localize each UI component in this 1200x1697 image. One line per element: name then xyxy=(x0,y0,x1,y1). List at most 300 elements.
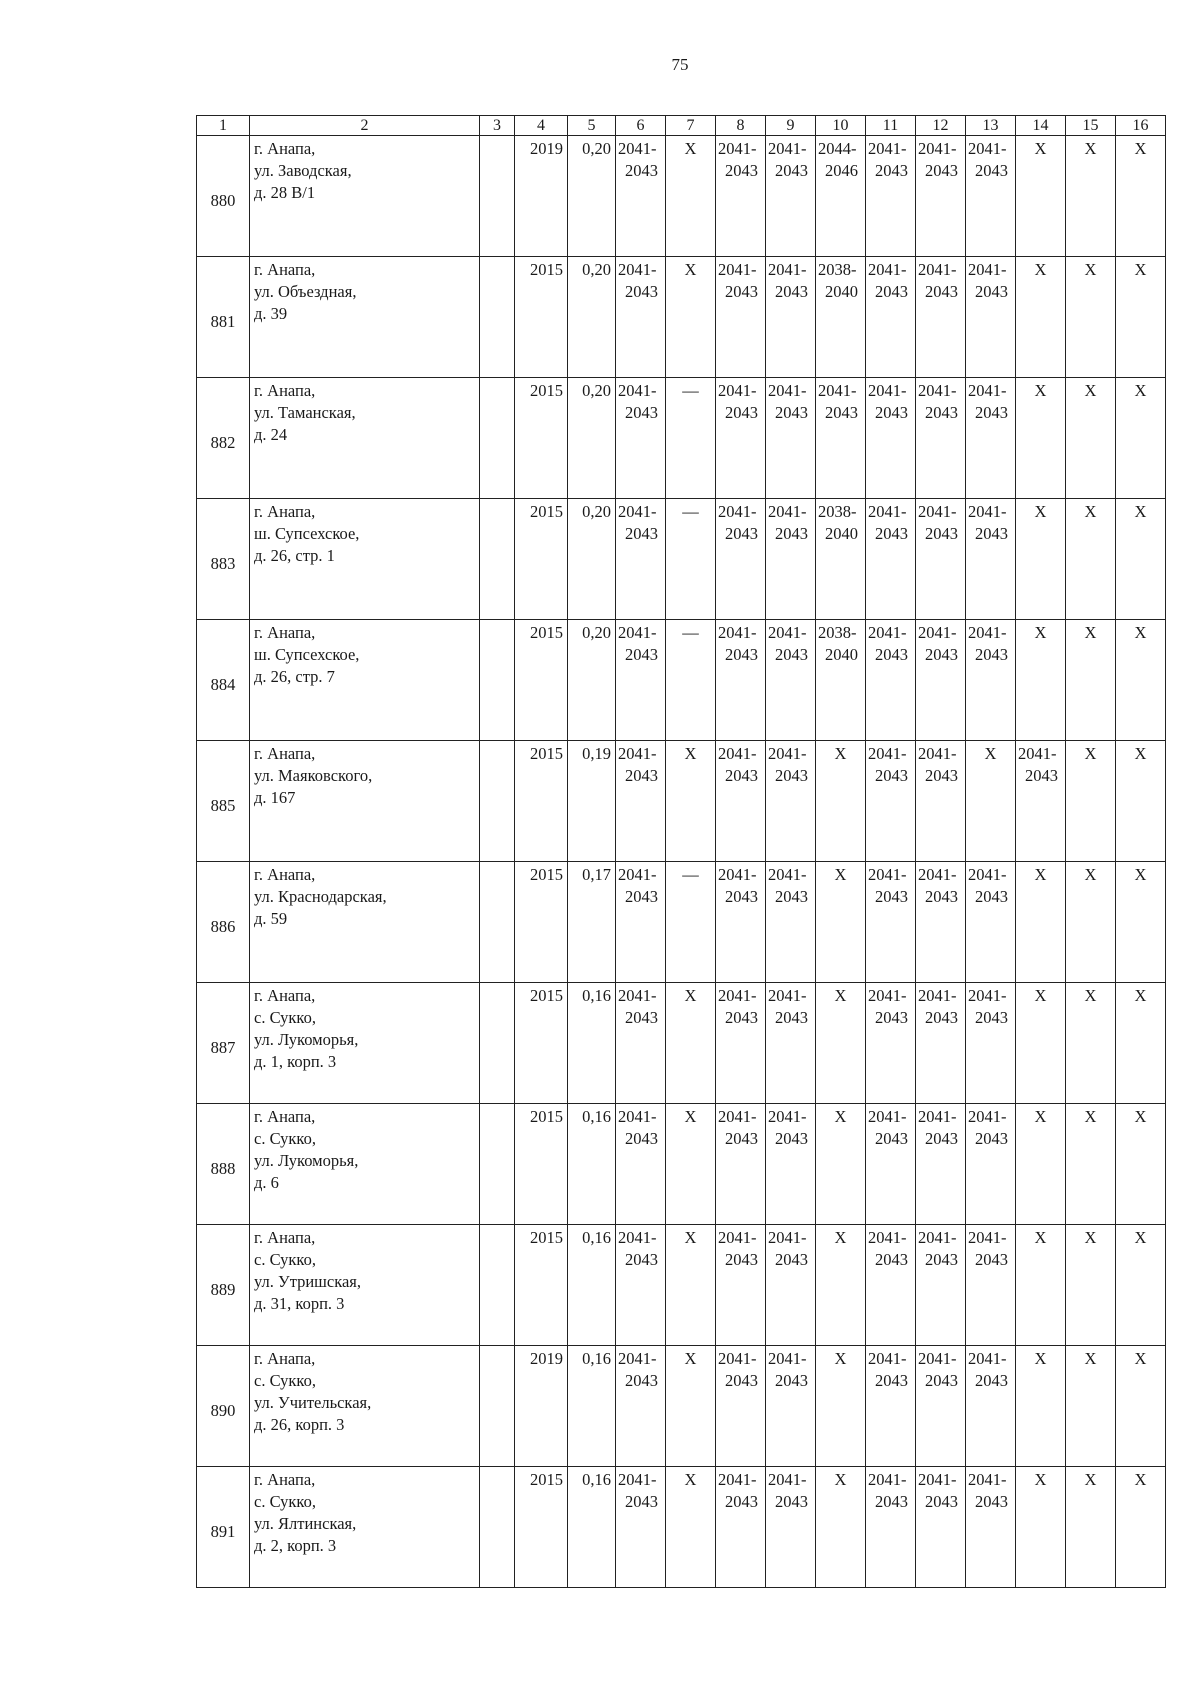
cell-c8 xyxy=(716,257,766,378)
cell-c7: — xyxy=(666,499,716,620)
period-end: 2043 xyxy=(875,1492,908,1511)
address-line: г. Анапа, xyxy=(254,865,316,884)
period-start: 2041- xyxy=(968,986,1007,1005)
period-end: 2043 xyxy=(925,1250,958,1269)
row-number: 889 xyxy=(197,1225,250,1346)
cell-c10: X xyxy=(816,862,866,983)
period-end: 2043 xyxy=(925,1129,958,1148)
period-end: 2043 xyxy=(725,403,758,422)
row-number: 882 xyxy=(197,378,250,499)
cell-c14: X xyxy=(1016,862,1066,983)
cell-c7: X xyxy=(666,136,716,257)
address-cell xyxy=(250,1467,480,1588)
period-start: 2041- xyxy=(868,1228,907,1247)
period-start: 2041- xyxy=(968,865,1007,884)
cell-c12 xyxy=(916,257,966,378)
period-start: 2041- xyxy=(868,260,907,279)
period-end: 2043 xyxy=(1025,766,1058,785)
cell-c10: X xyxy=(816,983,866,1104)
row-number: 886 xyxy=(197,862,250,983)
cell-c10 xyxy=(816,620,866,741)
cell-c9 xyxy=(766,862,816,983)
period-start: 2041- xyxy=(718,986,757,1005)
cell-year: 2015 xyxy=(515,1104,568,1225)
period-start: 2041- xyxy=(718,381,757,400)
period-end: 2043 xyxy=(875,645,908,664)
period-start: 2041- xyxy=(918,744,957,763)
cell-year: 2015 xyxy=(515,862,568,983)
cell-c13 xyxy=(966,136,1016,257)
period-start: 2041- xyxy=(868,1107,907,1126)
address-line: д. 26, корп. 3 xyxy=(254,1415,345,1434)
period-start: 2041- xyxy=(918,1470,957,1489)
cell-c13 xyxy=(966,620,1016,741)
address-line: с. Сукко, xyxy=(254,1371,316,1390)
cell-c8 xyxy=(716,620,766,741)
row-number: 890 xyxy=(197,1346,250,1467)
period-end: 2043 xyxy=(725,161,758,180)
period-end: 2043 xyxy=(925,1492,958,1511)
period-start: 2041- xyxy=(618,260,657,279)
period-end: 2043 xyxy=(775,1250,808,1269)
period-end: 2043 xyxy=(775,1492,808,1511)
cell-c7: — xyxy=(666,862,716,983)
address-line: г. Анапа, xyxy=(254,744,316,763)
cell-c6 xyxy=(616,1104,666,1225)
period-start: 2041- xyxy=(1018,744,1057,763)
address-line: г. Анапа, xyxy=(254,502,316,521)
cell-c8 xyxy=(716,136,766,257)
cell-c7: X xyxy=(666,1346,716,1467)
period-start: 2041- xyxy=(918,260,957,279)
cell-c6 xyxy=(616,862,666,983)
period-start: 2041- xyxy=(868,139,907,158)
cell-c13 xyxy=(966,1346,1016,1467)
period-start: 2041- xyxy=(968,1470,1007,1489)
period-start: 2041- xyxy=(868,502,907,521)
cell-c10: X xyxy=(816,1346,866,1467)
period-start: 2041- xyxy=(768,502,807,521)
cell-c9 xyxy=(766,378,816,499)
cell-c11 xyxy=(866,1346,916,1467)
cell-c15: X xyxy=(1066,983,1116,1104)
period-start: 2041- xyxy=(718,1470,757,1489)
cell-c12 xyxy=(916,1346,966,1467)
period-start: 2041- xyxy=(868,623,907,642)
cell-c10: X xyxy=(816,1225,866,1346)
cell-val: 0,16 xyxy=(568,983,616,1104)
table-row xyxy=(197,862,1166,983)
cell-c6 xyxy=(616,1225,666,1346)
table-row xyxy=(197,257,1166,378)
cell-c9 xyxy=(766,499,816,620)
period-start: 2041- xyxy=(768,744,807,763)
cell-c10 xyxy=(816,257,866,378)
cell-c8 xyxy=(716,378,766,499)
column-header: 8 xyxy=(716,116,766,136)
period-end: 2043 xyxy=(975,282,1008,301)
address-line: д. 24 xyxy=(254,425,288,444)
cell-c9 xyxy=(766,983,816,1104)
period-end: 2043 xyxy=(925,524,958,543)
cell-c11 xyxy=(866,499,916,620)
period-end: 2043 xyxy=(625,645,658,664)
address-line: д. 31, корп. 3 xyxy=(254,1294,345,1313)
cell-c11 xyxy=(866,983,916,1104)
column-header: 4 xyxy=(515,116,568,136)
cell-c16: X xyxy=(1116,1346,1166,1467)
cell-c11 xyxy=(866,378,916,499)
cell-c6 xyxy=(616,257,666,378)
table-row xyxy=(197,378,1166,499)
period-start: 2041- xyxy=(968,381,1007,400)
cell-c6 xyxy=(616,741,666,862)
address-cell xyxy=(250,1104,480,1225)
column-header: 10 xyxy=(816,116,866,136)
cell-c3 xyxy=(480,620,515,741)
period-end: 2043 xyxy=(625,524,658,543)
address-cell xyxy=(250,136,480,257)
cell-c14: X xyxy=(1016,257,1066,378)
period-start: 2041- xyxy=(618,502,657,521)
period-end: 2043 xyxy=(725,282,758,301)
cell-val: 0,20 xyxy=(568,499,616,620)
period-end: 2043 xyxy=(725,1250,758,1269)
cell-c11 xyxy=(866,257,916,378)
cell-c10 xyxy=(816,136,866,257)
cell-c11 xyxy=(866,136,916,257)
column-header: 9 xyxy=(766,116,816,136)
cell-c3 xyxy=(480,1104,515,1225)
period-start: 2041- xyxy=(718,623,757,642)
address-line: ул. Лукоморья, xyxy=(254,1030,359,1049)
cell-c3 xyxy=(480,741,515,862)
cell-year: 2019 xyxy=(515,1346,568,1467)
period-end: 2043 xyxy=(725,524,758,543)
cell-c11 xyxy=(866,1467,916,1588)
cell-c9 xyxy=(766,136,816,257)
cell-c16: X xyxy=(1116,741,1166,862)
cell-val: 0,16 xyxy=(568,1225,616,1346)
period-start: 2044- xyxy=(818,139,857,158)
cell-c9 xyxy=(766,620,816,741)
cell-c7: — xyxy=(666,378,716,499)
cell-c7: X xyxy=(666,741,716,862)
cell-c16: X xyxy=(1116,1225,1166,1346)
period-end: 2043 xyxy=(775,282,808,301)
period-end: 2043 xyxy=(725,1008,758,1027)
cell-c13 xyxy=(966,378,1016,499)
cell-c11 xyxy=(866,1104,916,1225)
period-end: 2043 xyxy=(925,403,958,422)
period-end: 2043 xyxy=(875,524,908,543)
cell-val: 0,16 xyxy=(568,1467,616,1588)
cell-c11 xyxy=(866,1225,916,1346)
period-end: 2043 xyxy=(975,887,1008,906)
address-line: с. Сукко, xyxy=(254,1008,316,1027)
address-line: ул. Заводская, xyxy=(254,161,352,180)
row-number: 880 xyxy=(197,136,250,257)
cell-year: 2015 xyxy=(515,983,568,1104)
period-start: 2041- xyxy=(918,1107,957,1126)
period-start: 2041- xyxy=(618,1470,657,1489)
row-number: 887 xyxy=(197,983,250,1104)
address-line: д. 6 xyxy=(254,1173,279,1192)
cell-c8 xyxy=(716,499,766,620)
cell-c8 xyxy=(716,741,766,862)
period-start: 2041- xyxy=(968,623,1007,642)
cell-year: 2015 xyxy=(515,1467,568,1588)
cell-year: 2015 xyxy=(515,1225,568,1346)
address-line: д. 39 xyxy=(254,304,288,323)
row-number: 891 xyxy=(197,1467,250,1588)
address-line: ул. Маяковского, xyxy=(254,766,373,785)
table-row xyxy=(197,1225,1166,1346)
cell-c10 xyxy=(816,499,866,620)
period-end: 2043 xyxy=(625,282,658,301)
cell-c13 xyxy=(966,983,1016,1104)
period-start: 2041- xyxy=(918,865,957,884)
period-start: 2041- xyxy=(768,623,807,642)
address-line: д. 2, корп. 3 xyxy=(254,1536,337,1555)
address-line: д. 26, стр. 7 xyxy=(254,667,335,686)
period-start: 2041- xyxy=(918,502,957,521)
cell-c15: X xyxy=(1066,257,1116,378)
cell-c7: X xyxy=(666,1225,716,1346)
cell-c16: X xyxy=(1116,1467,1166,1588)
cell-c12 xyxy=(916,1225,966,1346)
period-start: 2041- xyxy=(768,260,807,279)
column-header: 1 xyxy=(197,116,250,136)
address-cell xyxy=(250,741,480,862)
row-number: 883 xyxy=(197,499,250,620)
period-start: 2041- xyxy=(868,865,907,884)
period-start: 2041- xyxy=(918,986,957,1005)
column-header: 7 xyxy=(666,116,716,136)
cell-val: 0,20 xyxy=(568,378,616,499)
address-line: с. Сукко, xyxy=(254,1492,316,1511)
period-start: 2041- xyxy=(968,1228,1007,1247)
period-start: 2041- xyxy=(768,1349,807,1368)
column-header: 14 xyxy=(1016,116,1066,136)
cell-year: 2019 xyxy=(515,136,568,257)
table-row xyxy=(197,620,1166,741)
address-line: г. Анапа, xyxy=(254,139,316,158)
cell-c12 xyxy=(916,1104,966,1225)
address-line: д. 26, стр. 1 xyxy=(254,546,335,565)
period-end: 2043 xyxy=(625,1250,658,1269)
period-end: 2043 xyxy=(925,282,958,301)
period-end: 2043 xyxy=(875,766,908,785)
period-start: 2041- xyxy=(618,623,657,642)
cell-c9 xyxy=(766,1346,816,1467)
cell-c6 xyxy=(616,983,666,1104)
period-end: 2043 xyxy=(825,403,858,422)
cell-c14 xyxy=(1016,741,1066,862)
period-start: 2041- xyxy=(968,1107,1007,1126)
column-header: 15 xyxy=(1066,116,1116,136)
address-line: ул. Утришская, xyxy=(254,1272,362,1291)
table-row xyxy=(197,1104,1166,1225)
period-start: 2041- xyxy=(918,1349,957,1368)
cell-c3 xyxy=(480,499,515,620)
period-start: 2041- xyxy=(918,381,957,400)
cell-year: 2015 xyxy=(515,378,568,499)
cell-c10: X xyxy=(816,1467,866,1588)
period-end: 2043 xyxy=(625,1129,658,1148)
period-end: 2043 xyxy=(975,403,1008,422)
cell-c8 xyxy=(716,1225,766,1346)
cell-c14: X xyxy=(1016,1104,1066,1225)
period-start: 2041- xyxy=(918,623,957,642)
period-end: 2043 xyxy=(925,645,958,664)
period-start: 2041- xyxy=(768,381,807,400)
cell-c15: X xyxy=(1066,1225,1116,1346)
cell-c7: X xyxy=(666,983,716,1104)
period-end: 2043 xyxy=(625,161,658,180)
period-end: 2043 xyxy=(775,161,808,180)
period-start: 2041- xyxy=(818,381,857,400)
period-end: 2043 xyxy=(875,282,908,301)
cell-c3 xyxy=(480,136,515,257)
header-row xyxy=(197,116,1166,136)
column-header: 11 xyxy=(866,116,916,136)
period-end: 2043 xyxy=(775,887,808,906)
cell-c11 xyxy=(866,862,916,983)
cell-c8 xyxy=(716,1467,766,1588)
period-start: 2041- xyxy=(718,1107,757,1126)
cell-c12 xyxy=(916,862,966,983)
cell-c16: X xyxy=(1116,862,1166,983)
column-header: 13 xyxy=(966,116,1016,136)
period-end: 2040 xyxy=(825,282,858,301)
cell-c6 xyxy=(616,378,666,499)
cell-c8 xyxy=(716,862,766,983)
period-end: 2043 xyxy=(725,1371,758,1390)
period-start: 2041- xyxy=(718,865,757,884)
cell-c13 xyxy=(966,862,1016,983)
cell-c15: X xyxy=(1066,499,1116,620)
period-start: 2041- xyxy=(768,139,807,158)
cell-c14: X xyxy=(1016,136,1066,257)
cell-year: 2015 xyxy=(515,620,568,741)
cell-c10: X xyxy=(816,741,866,862)
period-end: 2043 xyxy=(875,1008,908,1027)
cell-c14: X xyxy=(1016,1346,1066,1467)
cell-c15: X xyxy=(1066,1346,1116,1467)
period-end: 2043 xyxy=(975,524,1008,543)
period-end: 2043 xyxy=(925,161,958,180)
period-end: 2043 xyxy=(925,1371,958,1390)
cell-c13 xyxy=(966,499,1016,620)
cell-c15: X xyxy=(1066,620,1116,741)
period-start: 2038- xyxy=(818,623,857,642)
cell-c8 xyxy=(716,983,766,1104)
cell-c13 xyxy=(966,1104,1016,1225)
period-start: 2041- xyxy=(618,381,657,400)
table-row xyxy=(197,741,1166,862)
cell-c12 xyxy=(916,741,966,862)
address-cell xyxy=(250,257,480,378)
cell-c15: X xyxy=(1066,862,1116,983)
cell-c8 xyxy=(716,1104,766,1225)
cell-c14: X xyxy=(1016,983,1066,1104)
period-start: 2041- xyxy=(768,986,807,1005)
column-header: 6 xyxy=(616,116,666,136)
period-end: 2043 xyxy=(775,1129,808,1148)
table-row xyxy=(197,1346,1166,1467)
cell-val: 0,17 xyxy=(568,862,616,983)
cell-year: 2015 xyxy=(515,499,568,620)
cell-c13 xyxy=(966,257,1016,378)
period-start: 2038- xyxy=(818,260,857,279)
cell-c12 xyxy=(916,378,966,499)
cell-c15: X xyxy=(1066,741,1116,862)
address-line: ул. Лукоморья, xyxy=(254,1151,359,1170)
cell-c6 xyxy=(616,136,666,257)
cell-c6 xyxy=(616,620,666,741)
period-start: 2041- xyxy=(618,1349,657,1368)
cell-c12 xyxy=(916,136,966,257)
cell-c14: X xyxy=(1016,378,1066,499)
address-line: ул. Таманская, xyxy=(254,403,356,422)
table-row xyxy=(197,136,1166,257)
address-line: с. Сукко, xyxy=(254,1129,316,1148)
period-start: 2041- xyxy=(718,744,757,763)
cell-val: 0,20 xyxy=(568,620,616,741)
address-line: д. 59 xyxy=(254,909,288,928)
cell-c12 xyxy=(916,983,966,1104)
address-line: д. 28 В/1 xyxy=(254,183,316,202)
period-end: 2046 xyxy=(825,161,858,180)
period-end: 2043 xyxy=(725,1129,758,1148)
table-row xyxy=(197,499,1166,620)
period-end: 2043 xyxy=(775,645,808,664)
cell-c15: X xyxy=(1066,136,1116,257)
period-end: 2043 xyxy=(975,645,1008,664)
period-start: 2041- xyxy=(718,260,757,279)
period-end: 2043 xyxy=(875,161,908,180)
cell-c9 xyxy=(766,257,816,378)
period-start: 2041- xyxy=(768,865,807,884)
period-end: 2043 xyxy=(725,766,758,785)
cell-c13 xyxy=(966,1225,1016,1346)
address-line: г. Анапа, xyxy=(254,260,316,279)
period-start: 2041- xyxy=(868,1470,907,1489)
period-end: 2043 xyxy=(725,1492,758,1511)
column-header: 16 xyxy=(1116,116,1166,136)
address-line: ул. Ялтинская, xyxy=(254,1514,357,1533)
row-number: 885 xyxy=(197,741,250,862)
table-row xyxy=(197,983,1166,1104)
address-cell xyxy=(250,499,480,620)
cell-c6 xyxy=(616,499,666,620)
cell-c15: X xyxy=(1066,378,1116,499)
period-start: 2041- xyxy=(968,502,1007,521)
address-cell xyxy=(250,378,480,499)
column-header: 2 xyxy=(250,116,480,136)
cell-c3 xyxy=(480,257,515,378)
cell-c16: X xyxy=(1116,257,1166,378)
period-start: 2041- xyxy=(918,139,957,158)
cell-c13: X xyxy=(966,741,1016,862)
period-end: 2043 xyxy=(875,1129,908,1148)
period-end: 2043 xyxy=(875,403,908,422)
period-start: 2041- xyxy=(918,1228,957,1247)
address-line: г. Анапа, xyxy=(254,623,316,642)
cell-c9 xyxy=(766,1104,816,1225)
cell-c9 xyxy=(766,1225,816,1346)
